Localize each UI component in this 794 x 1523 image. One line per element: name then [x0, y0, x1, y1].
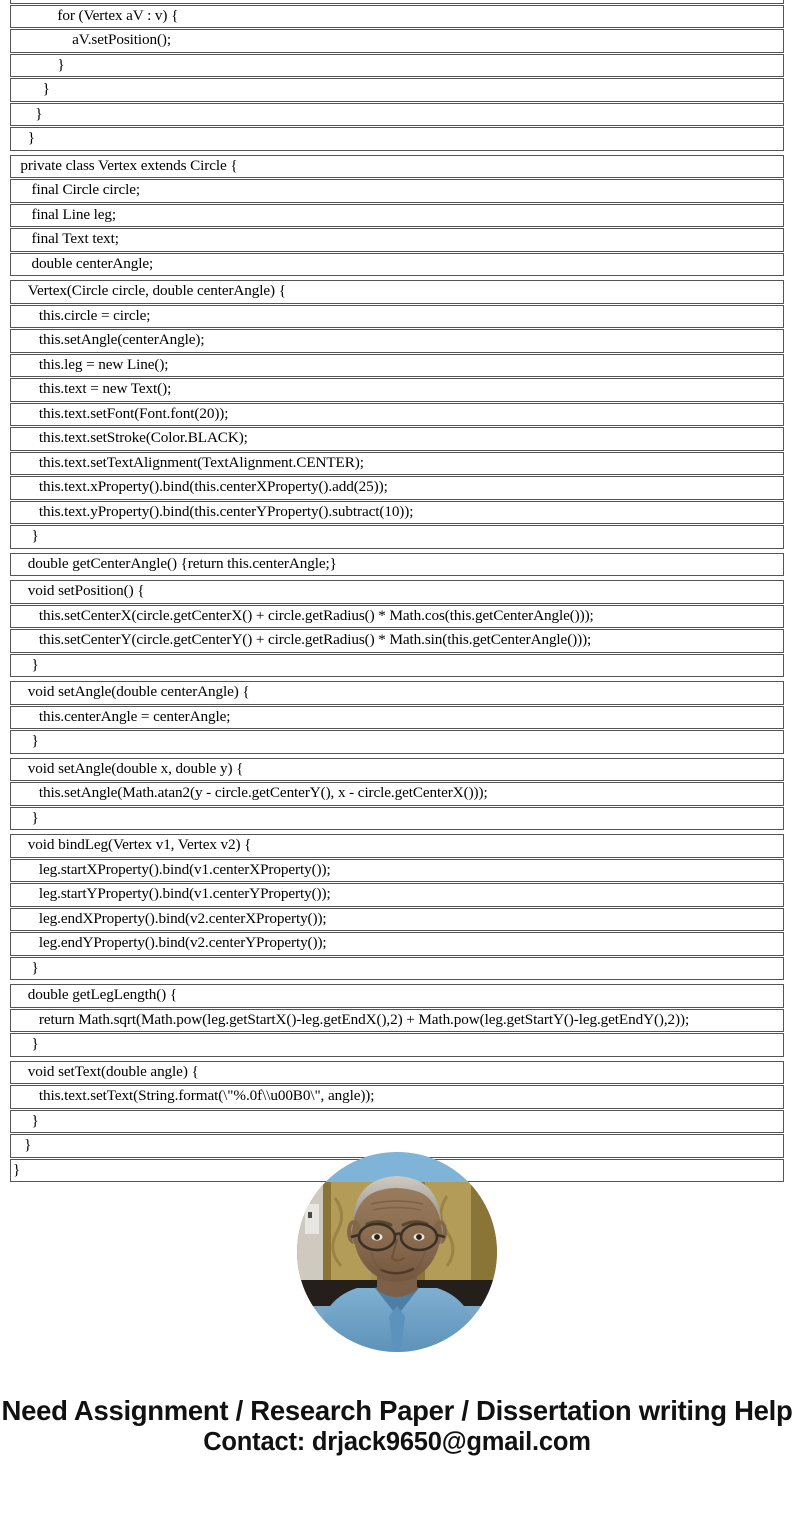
code-line: [10, 378, 784, 402]
promo-line-1: Need Assignment / Research Paper / Dissertation writing Help: [1, 1395, 793, 1426]
code-line-text: void setPosition() {: [13, 582, 145, 599]
code-line: [10, 127, 784, 151]
code-line-text: double getCenterAngle() {return this.centerAngle;}: [13, 554, 337, 572]
code-line-text: this.text.setText(String.format(\"%.0f\\u00B0\", angle));: [13, 1087, 375, 1104]
avatar: [297, 1152, 497, 1352]
code-line-text: }: [13, 958, 39, 976]
code-line-text: leg.startYProperty().bind(v1.centerYProperty());: [13, 885, 331, 902]
code-line-text: this.setAngle(centerAngle);: [13, 331, 205, 348]
code-line: [10, 932, 784, 956]
code-line-text: this.text.yProperty().bind(this.centerYProperty().subtract(10));: [13, 502, 414, 520]
code-line-text: this.setAngle(Math.atan2(y - circle.getCenterY(), x - circle.getCenterX()));: [13, 784, 488, 801]
code-line-text: }: [13, 1136, 32, 1153]
code-line-text: Vertex(Circle circle, double centerAngle) {: [13, 282, 286, 299]
code-line-text: this.text.setTextAlignment(TextAlignment.CENTER);: [13, 453, 364, 471]
code-line-text: return Math.sqrt(Math.pow(leg.getStartX()-leg.getEndX(),2) + Math.pow(leg.getStartY()-leg.getEndY(),2));: [13, 1010, 690, 1028]
code-line: [10, 984, 784, 1008]
code-line-text: this.setCenterX(circle.getCenterX() + circle.getRadius() * Math.cos(this.getCenterAngle()));: [13, 606, 594, 624]
code-line-text: for (Vertex aV : v) {: [13, 6, 179, 24]
portrait-block: [0, 1152, 794, 1357]
code-line: [10, 807, 784, 831]
code-line: [10, 329, 784, 353]
code-line: [10, 654, 784, 678]
code-line: [10, 1061, 784, 1085]
code-line: [10, 403, 784, 427]
code-line-text: leg.startXProperty().bind(v1.centerXProperty());: [13, 860, 331, 878]
code-line-text: }: [13, 527, 39, 544]
code-line: [10, 354, 784, 378]
code-line: [10, 179, 784, 203]
code-line: [10, 103, 784, 127]
code-line: [10, 305, 784, 329]
code-line-text: this.setCenterY(circle.getCenterY() + circle.getRadius() * Math.sin(this.getCenterAngle()));: [13, 631, 592, 648]
code-line: [10, 0, 784, 4]
code-line-text: }: [13, 655, 39, 673]
code-line: [10, 204, 784, 228]
code-line-text: this.leg = new Line();: [13, 355, 169, 373]
code-line: [10, 1033, 784, 1057]
code-line-text: void bindLeg(Vertex v1, Vertex v2) {: [13, 836, 252, 853]
code-line-text: this.text = new Text();: [13, 380, 172, 397]
code-line-text: private class Vertex extends Circle {: [13, 156, 238, 174]
code-line-text: aV.setPosition();: [13, 31, 172, 48]
code-line: [10, 553, 784, 577]
code-line: [10, 1110, 784, 1134]
code-line: [10, 908, 784, 932]
promo-line-2: Contact: drjack9650@gmail.com: [203, 1428, 591, 1456]
code-line-text: }: [13, 104, 43, 122]
code-line-text: }: [13, 80, 50, 97]
code-line: [10, 782, 784, 806]
code-line-text: }: [13, 129, 35, 146]
code-line: [10, 706, 784, 730]
promo-block: [0, 1395, 794, 1458]
code-line-text: this.centerAngle = centerAngle;: [13, 707, 231, 725]
code-line-text: this.text.setStroke(Color.BLACK);: [13, 429, 248, 446]
code-line-text: void setAngle(double centerAngle) {: [13, 683, 250, 700]
code-line: [10, 681, 784, 705]
code-line: [10, 957, 784, 981]
code-line-text: final Circle circle;: [13, 181, 140, 198]
code-line-text: leg.endYProperty().bind(v2.centerYProperty());: [13, 934, 327, 951]
code-line: [10, 859, 784, 883]
code-line: [10, 280, 784, 304]
code-line-text: final Line leg;: [13, 205, 117, 223]
code-line: [10, 525, 784, 549]
code-line-text: double centerAngle;: [13, 254, 154, 272]
code-line-text: }: [13, 808, 39, 826]
code-line: [10, 476, 784, 500]
code-line-text: double getLegLength() {: [13, 986, 178, 1003]
portrait-photo-icon: [297, 1152, 497, 1352]
code-line: [10, 29, 784, 53]
code-line: [10, 1085, 784, 1109]
code-line-text: }: [13, 1160, 21, 1178]
code-listing-table: [10, 0, 784, 1183]
code-line: [10, 253, 784, 277]
code-line-text: void setAngle(double x, double y) {: [13, 759, 244, 777]
code-line-text: leg.endXProperty().bind(v2.centerXProperty());: [13, 909, 327, 927]
code-line-text: void setText(double angle) {: [13, 1062, 199, 1080]
code-line: [10, 5, 784, 29]
code-line: [10, 580, 784, 604]
code-line: [10, 730, 784, 754]
code-line-text: this.circle = circle;: [13, 306, 151, 324]
code-line: [10, 155, 784, 179]
code-line: [10, 758, 784, 782]
code-line: [10, 629, 784, 653]
code-line-text: final Text text;: [13, 230, 119, 247]
code-line-text: }: [13, 732, 39, 749]
code-line: [10, 228, 784, 252]
code-line: [10, 452, 784, 476]
code-line: [10, 1009, 784, 1033]
code-line-text: [13, 0, 781, 1]
code-line: [10, 605, 784, 629]
code-line-text: }: [13, 1035, 39, 1052]
code-line: [10, 834, 784, 858]
code-line: [10, 54, 784, 78]
code-line-text: this.text.xProperty().bind(this.centerXProperty().add(25));: [13, 478, 388, 495]
code-line: [10, 883, 784, 907]
code-line-text: }: [13, 1111, 39, 1129]
code-line: [10, 427, 784, 451]
code-line: [10, 78, 784, 102]
code-line: [10, 501, 784, 525]
code-line-text: this.text.setFont(Font.font(20));: [13, 404, 229, 422]
code-line-text: }: [13, 55, 65, 73]
